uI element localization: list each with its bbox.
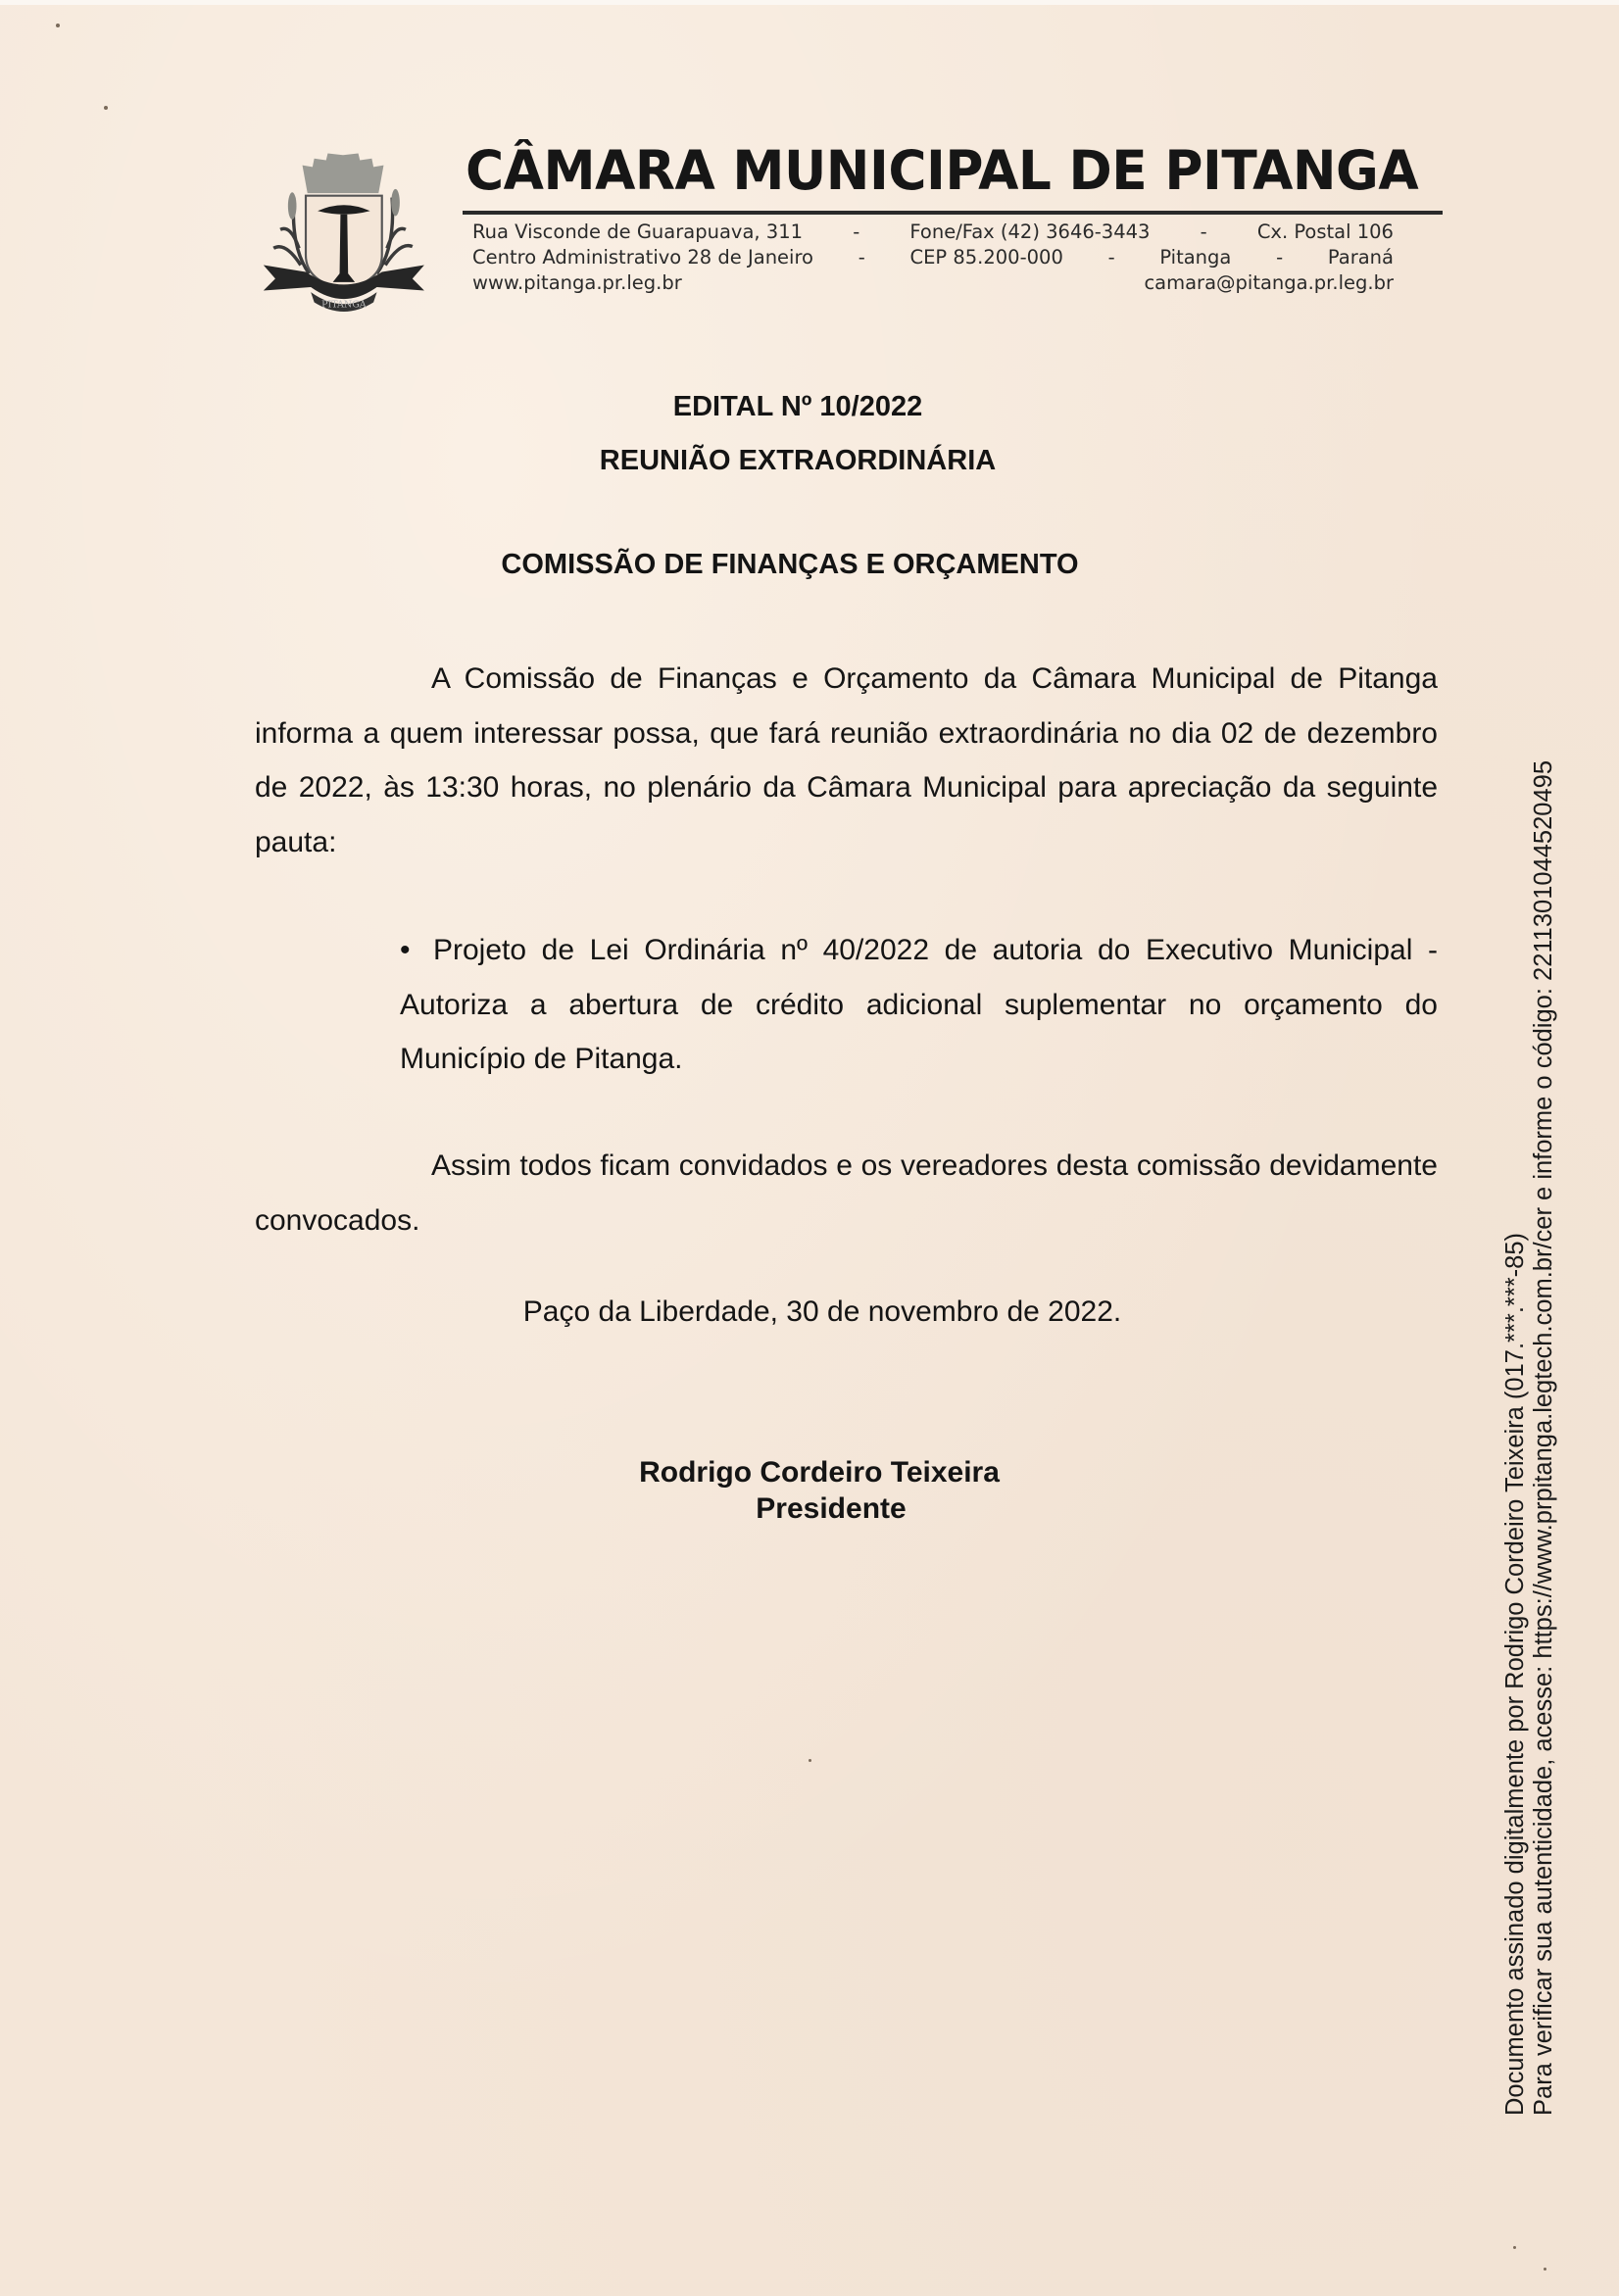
municipal-coat-of-arms-icon bbox=[250, 137, 436, 325]
paper-speck bbox=[1513, 2246, 1516, 2249]
separator: - bbox=[1276, 246, 1284, 269]
edital-number: EDITAL Nº 10/2022 bbox=[672, 391, 923, 422]
closing-paragraph bbox=[255, 1139, 1438, 1247]
institution-name: CÂMARA MUNICIPAL DE PITANGA bbox=[466, 139, 1419, 202]
postal-box: Cx. Postal 106 bbox=[1256, 220, 1394, 243]
meeting-type: REUNIÃO EXTRAORDINÁRIA bbox=[599, 445, 997, 476]
crest-ribbon-text: PITANGA bbox=[321, 299, 367, 311]
paper-speck bbox=[104, 106, 108, 110]
signatory-name: Rodrigo Cordeiro Teixeira bbox=[639, 1456, 1000, 1489]
agenda-item-text: Projeto de Lei Ordinária nº 40/2022 de autoria do Executivo Municipal - Autoriza a abertura de crédito adicional suplementar no orçamento do Município de Pitanga. bbox=[400, 934, 1438, 1075]
state: Paraná bbox=[1327, 246, 1394, 269]
announcement-paragraph bbox=[255, 652, 1438, 869]
verification-instructions[interactable]: Para verificar sua autenticidade, acesse: https://www.prpitanga.legtech.com.br/cer e informe o código: 2211301044520495 bbox=[1530, 759, 1557, 2116]
phone-fax: Fone/Fax (42) 3646-3443 bbox=[909, 220, 1151, 243]
dateline: Paço da Liberdade, 30 de novembro de 2022. bbox=[522, 1295, 1122, 1328]
agenda-item bbox=[400, 923, 1438, 1087]
separator: - bbox=[1107, 246, 1115, 269]
paper-speck bbox=[1544, 2268, 1546, 2271]
bullet-icon: • bbox=[400, 934, 411, 966]
separator: - bbox=[858, 246, 865, 269]
street-address: Rua Visconde de Guarapuava, 311 bbox=[472, 220, 804, 243]
website-link[interactable]: www.pitanga.pr.leg.br bbox=[472, 271, 682, 294]
signature-statement: Documento assinado digitalmente por Rodrigo Cordeiro Teixeira (017.***.***-85) bbox=[1501, 1232, 1529, 2116]
administrative-center: Centro Administrativo 28 de Janeiro bbox=[472, 246, 813, 269]
paper-speck bbox=[56, 24, 60, 27]
postal-code: CEP 85.200-000 bbox=[909, 246, 1063, 269]
paper-speck bbox=[809, 1759, 811, 1762]
address-line-1 bbox=[472, 220, 1394, 243]
city: Pitanga bbox=[1159, 246, 1232, 269]
announcement-text: A Comissão de Finanças e Orçamento da Câmara Municipal de Pitanga informa a quem interessar possa, que fará reunião extraordinária no dia 02 de dezembro de 2022, às 13:30 horas, no plenário da Câmara Municipal para apreciação da seguinte pauta: bbox=[255, 662, 1438, 858]
header-divider bbox=[463, 211, 1443, 215]
closing-text: Assim todos ficam convidados e os vereadores desta comissão devidamente convocados. bbox=[255, 1149, 1438, 1237]
digital-signature-stamp bbox=[1501, 760, 1558, 2116]
separator: - bbox=[1200, 220, 1207, 243]
committee-name: COMISSÃO DE FINANÇAS E ORÇAMENTO bbox=[501, 549, 1079, 580]
scan-top-edge bbox=[0, 0, 1619, 5]
separator: - bbox=[853, 220, 860, 243]
email-link[interactable]: camara@pitanga.pr.leg.br bbox=[1144, 271, 1394, 294]
address-line-2 bbox=[472, 246, 1394, 269]
address-line-3 bbox=[472, 271, 1394, 294]
signatory-role: Presidente bbox=[756, 1492, 907, 1525]
